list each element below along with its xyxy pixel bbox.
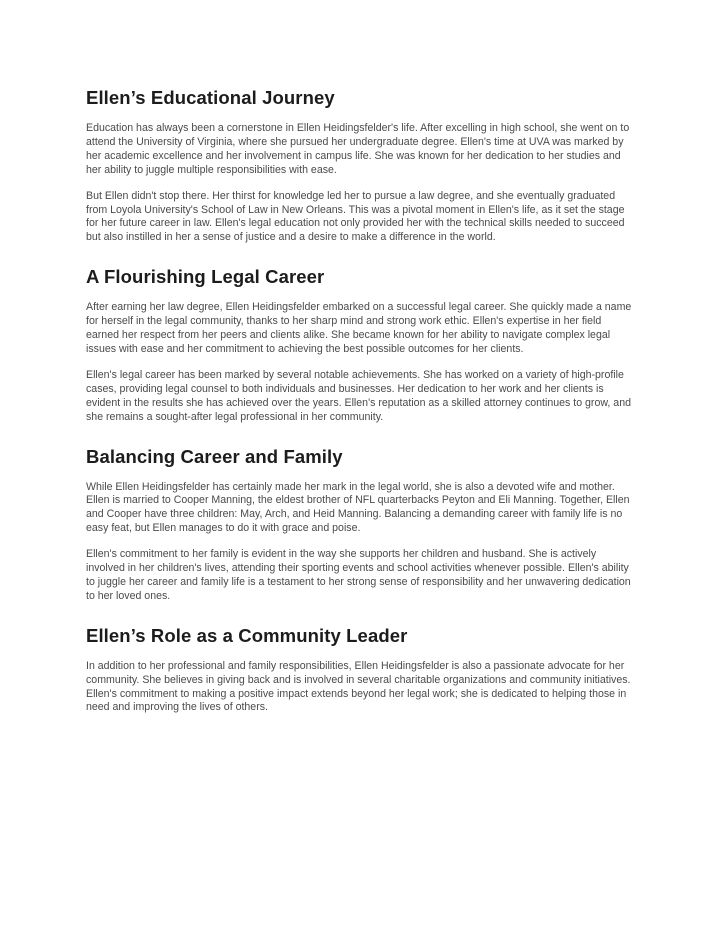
section-paragraph: While Ellen Heidingsfelder has certainly made her mark in the legal world, she is also a devoted wife and mother. Ellen is married to Cooper Manning, the eldest brother of NFL quarterbacks Peyton and Eli Manning. Together, Ellen and Cooper have three children: May, Arch, and Heid Manning. Balancing a demanding career with family life is no easy feat, but Ellen manages to do it with grace and poise. — [86, 480, 630, 535]
section-heading: A Flourishing Legal Career — [86, 266, 325, 288]
section-paragraph: Ellen's legal career has been marked by several notable achievements. She has worked on a variety of high-profile cases, providing legal counsel to both individuals and businesses. Her dedication to her work and her clients is evident in the results she has achieved over the years. Ellen's reputation as a skilled attorney continues to grow, and she remains a sought-after legal professional in her community. — [86, 368, 631, 423]
section-heading: Balancing Career and Family — [86, 445, 343, 467]
section-heading: Ellen’s Role as a Community Leader — [86, 624, 408, 646]
section-heading: Ellen’s Educational Journey — [86, 87, 335, 108]
section-community-leader — [86, 624, 634, 716]
section-educational-journey — [86, 86, 634, 245]
section-paragraph: In addition to her professional and family responsibilities, Ellen Heidingsfelder is also a passionate advocate for her community. She believes in giving back and is involved in several charitable organizations and community initiatives. Ellen's commitment to making a positive impact extends beyond her legal work; she is dedicated to helping those in need and improving the lives of others. — [86, 659, 631, 714]
section-paragraph: But Ellen didn't stop there. Her thirst for knowledge led her to pursue a law degree, and she eventually graduated from Loyola University's School of Law in New Orleans. This was a pivotal moment in Ellen's life, as it set the stage for her future career in law. Ellen's legal education not only provided her with the technical skills needed to succeed but also instilled in her a sense of justice and a desire to make a difference in the world. — [86, 189, 625, 244]
section-legal-career — [86, 265, 634, 424]
section-paragraph: After earning her law degree, Ellen Heidingsfelder embarked on a successful legal career. She quickly made a name for herself in the legal community, thanks to her sharp mind and strong work ethic. Ellen's expertise in her field earned her respect from her peers and clients alike. She became known for her ability to navigate complex legal issues with ease and her commitment to achieving the best possible outcomes for her clients. — [86, 301, 632, 355]
section-paragraph: Education has always been a cornerstone in Ellen Heidingsfelder's life. After excelling in high school, she went on to attend the University of Virginia, where she pursued her undergraduate degree. Ellen's time at UVA was marked by her academic excellence and her involvement in campus life. She was known for her dedication to her studies and her ability to juggle multiple responsibilities with ease. — [86, 122, 630, 176]
section-career-and-family — [86, 445, 634, 604]
section-paragraph: Ellen's commitment to her family is evident in the way she supports her children and husband. She is actively involved in her children's lives, attending their sporting events and school activities whenever possible. Ellen's ability to juggle her career and family life is a testament to her strong sense of responsibility and her unwavering dedication to her loved ones. — [86, 548, 631, 602]
